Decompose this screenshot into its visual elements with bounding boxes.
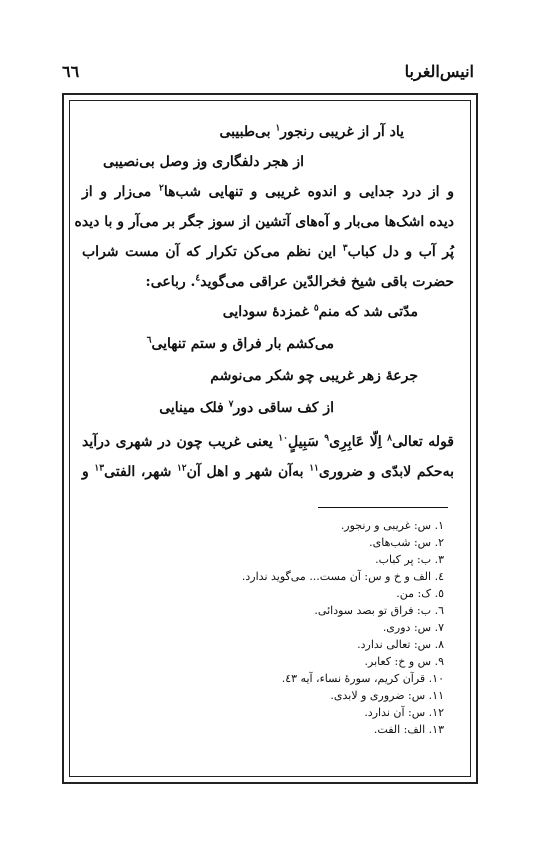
footnote-ref: ٩ [324, 433, 330, 444]
footnote: ٢. س: شب‌های. [369, 536, 444, 549]
footnote: ٩. س و خ: کعابر. [364, 655, 444, 668]
text-span: اِلّا عَابِرِی [329, 434, 388, 450]
footnote: ٦. ب: فراق تو بصد سودائی. [314, 604, 444, 617]
running-title: انیس‌الغربا [404, 62, 474, 81]
footnote-ref: ١٣ [94, 463, 105, 474]
footnote: ٨. س: تعالی ندارد. [357, 638, 444, 651]
footnote-ref: ٧ [228, 399, 234, 410]
ruba-line-3 [210, 364, 418, 388]
prose-line-4 [74, 210, 454, 234]
prose-line-3 [82, 180, 454, 204]
footnote-ref: ٨ [387, 433, 392, 444]
text-span: یاد آر از غریبی رنجور [280, 124, 404, 140]
ruba-line-4 [159, 396, 334, 420]
footnote: ٣. ب: پر کباب. [375, 553, 444, 566]
footnote-ref: ٢ [158, 183, 164, 194]
footnote-ref: ١ [275, 123, 281, 134]
text-span: سَبِیلٍ [287, 434, 325, 450]
text-span: غمزدهٔ سودایی [222, 304, 314, 320]
footnote-ref: ٥ [313, 303, 319, 314]
text-span: و از درد جدایی و اندوه غریبی و تنهایی شب‌ها [163, 184, 454, 200]
footnote-divider [318, 507, 448, 508]
footnote: ١١. س: ضروری و لابدی. [330, 689, 444, 702]
text-span: این نظم می‌کن تکرار که آن مست شراب [82, 244, 343, 260]
footnote: ٤. الف و خ و س: آن مست... می‌گوید ندارد. [241, 570, 444, 583]
footnotes [82, 517, 444, 738]
footnote-ref: ٤ [195, 273, 201, 284]
text-span: یعنی غریب چون در شهری درآید [82, 434, 279, 450]
ruba-line-1 [223, 300, 418, 324]
footnote-ref: ١١ [309, 463, 319, 474]
text-span: شهر، الفتی [104, 464, 177, 480]
prose-line-6 [146, 270, 454, 294]
text-span: و [82, 464, 95, 480]
text-span: دیده اشک‌ها می‌بار و آه‌های آتشین از سوز جگر بر می‌آر و با دیده [74, 214, 454, 230]
text-span: فلک مینایی [159, 400, 229, 416]
page-header [62, 62, 474, 88]
text-span: مدّتی شد که منم [318, 304, 418, 320]
prose-line-12 [82, 460, 454, 484]
text-span: از هجر دلفگاری وز وصل بی‌نصیبی [103, 154, 304, 170]
footnote: ١. س: غریبی و رنجور. [340, 519, 444, 532]
footnote-ref: ١٠ [278, 433, 288, 444]
footnote: ١٣. الف: الفت. [373, 723, 444, 736]
text-span: به‌حکم لابدّی و ضروری [318, 464, 454, 480]
footnote: ١٠. قرآن کریم، سورهٔ نساء، آیه ٤٣. [281, 672, 444, 685]
text-span: از کف ساقی دور [233, 400, 334, 416]
text-span: می‌کشم بار فراق و ستم تنهایی [151, 336, 334, 352]
footnote-ref: ١٢ [176, 463, 187, 474]
footnote: ٧. س: دوری. [382, 621, 444, 634]
ruba-line-2 [147, 332, 334, 356]
text-span: . رباعی: [145, 274, 196, 290]
text-span: به‌آن شهر و اهل آن [186, 464, 310, 480]
verse-line-2 [103, 150, 304, 174]
verse-line-1 [220, 120, 405, 144]
text-span: حضرت باقی شیخ فخرالدّین عراقی می‌گوید [200, 274, 454, 290]
prose-line-5 [82, 240, 454, 264]
text-span: قوله تعالی [391, 434, 454, 450]
footnote: ٥. ک: من. [396, 587, 444, 600]
text-span: جرعهٔ زهر غریبی چو شکر می‌نوشم [210, 368, 418, 384]
text-span: پُر آب و دل کباب [347, 244, 454, 260]
footnote: ١٢. س: آن ندارد. [364, 706, 444, 719]
prose-line-11 [82, 430, 454, 454]
page-number: ٦٦ [62, 62, 80, 81]
footnote-ref: ٦ [146, 335, 152, 346]
footnote-ref: ٣ [342, 243, 348, 254]
text-span: بی‌طبیبی [219, 124, 276, 140]
text-span: می‌زار و از [82, 184, 159, 200]
